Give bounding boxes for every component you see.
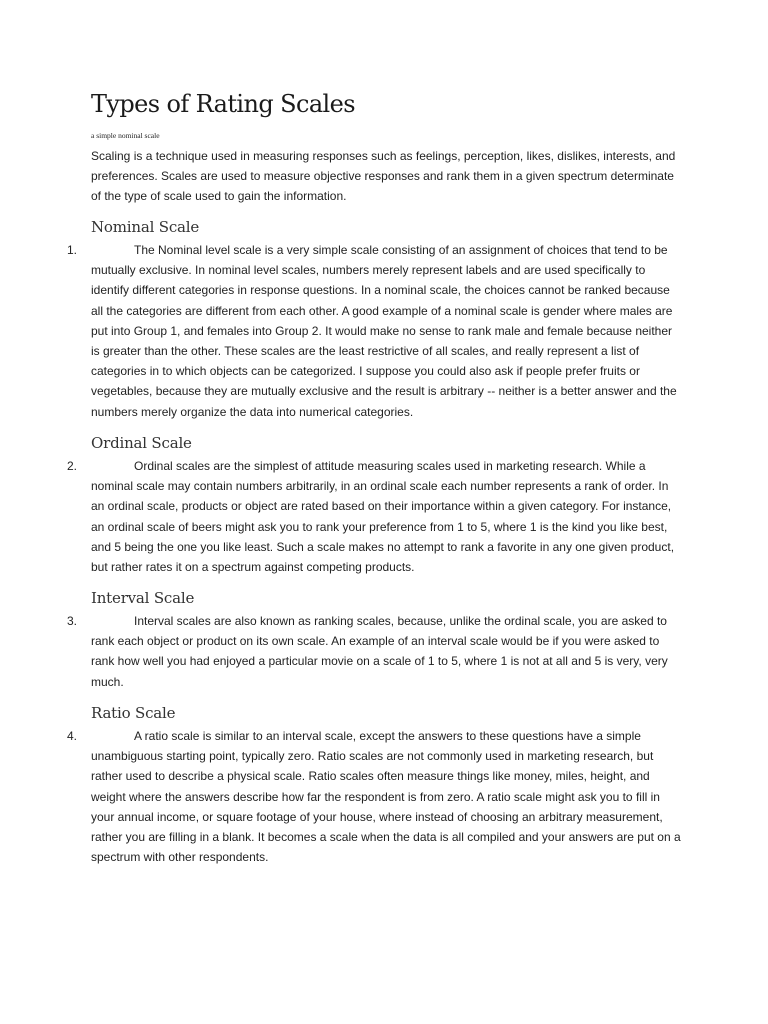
section-heading-ordinal: Ordinal Scale (91, 434, 192, 452)
section-text-ratio: A ratio scale is similar to an interval scale, except the answers to these questions have a simple unambiguous starting point, typically zero. Ratio scales are not commonly used in marketing research, but rather used to describe a physical scale. Ratio scales often measure things like money, miles, height, and weight where the answers describe how far the respondent is from zero. A ratio scale might ask you to fill in your annual income, or square footage of your house, where instead of choosing an arbitrary measurement, rather you are filling in a blank. It becomes a scale when the data is all compiled and your answers are put on a spectrum with other respondents. (91, 729, 681, 865)
section-heading-interval: Interval Scale (91, 589, 195, 607)
list-number-1: 1. (67, 243, 78, 257)
list-number-3: 3. (67, 614, 78, 628)
section-text-interval: Interval scales are also known as ranking scales, because, unlike the ordinal scale, you are asked to rank each object or product on its own scale. An example of an interval scale would be if you were asked to rank how well you had enjoyed a particular movie on a scale of 1 to 5, where 1 is not at all and 5 is very, very much. (91, 614, 668, 689)
list-number-4: 4. (67, 729, 78, 743)
list-number-2: 2. (67, 459, 78, 473)
intro-paragraph: Scaling is a technique used in measuring responses such as feelings, perception, likes, dislikes, interests, and preferences. Scales are used to measure objective responses and rank them in a given spectrum determinate of the type of scale used to gain the information. (91, 149, 676, 204)
page-subtitle: a simple nominal scale (91, 131, 160, 140)
section-heading-nominal: Nominal Scale (91, 218, 200, 236)
section-heading-ratio: Ratio Scale (91, 704, 176, 722)
section-text-nominal: The Nominal level scale is a very simple scale consisting of an assignment of choices that tend to be mutually exclusive. In nominal level scales, numbers merely represent labels and are used specifically to identify different categories in response questions. In a nominal scale, the choices cannot be ranked because all the categories are different from each other. A good example of a nominal scale is gender where males are put into Group 1, and females into Group 2. It would make no sense to rank male and female because neither is greater than the other. These scales are the least restrictive of all scales, and really represent a list of categories in to which objects can be categorized. I suppose you could also ask if people prefer fruits or vegetables, because they are mutually exclusive and the result is arbitrary -- neither is a better answer and the numbers merely organize the data into numerical categories. (91, 243, 677, 419)
page-title: Types of Rating Scales (91, 90, 355, 118)
section-text-ordinal: Ordinal scales are the simplest of attitude measuring scales used in marketing research. While a nominal scale may contain numbers arbitrarily, in an ordinal scale each number represents a rank of order. In an ordinal scale, products or object are rated based on their importance within a given category. For instance, an ordinal scale of beers might ask you to rank your preference from 1 to 5, where 1 is the kind you like best, and 5 being the one you like least. Such a scale makes no attempt to rank a favorite in any one given product, but rather rates it on a spectrum against competing products. (91, 459, 675, 575)
